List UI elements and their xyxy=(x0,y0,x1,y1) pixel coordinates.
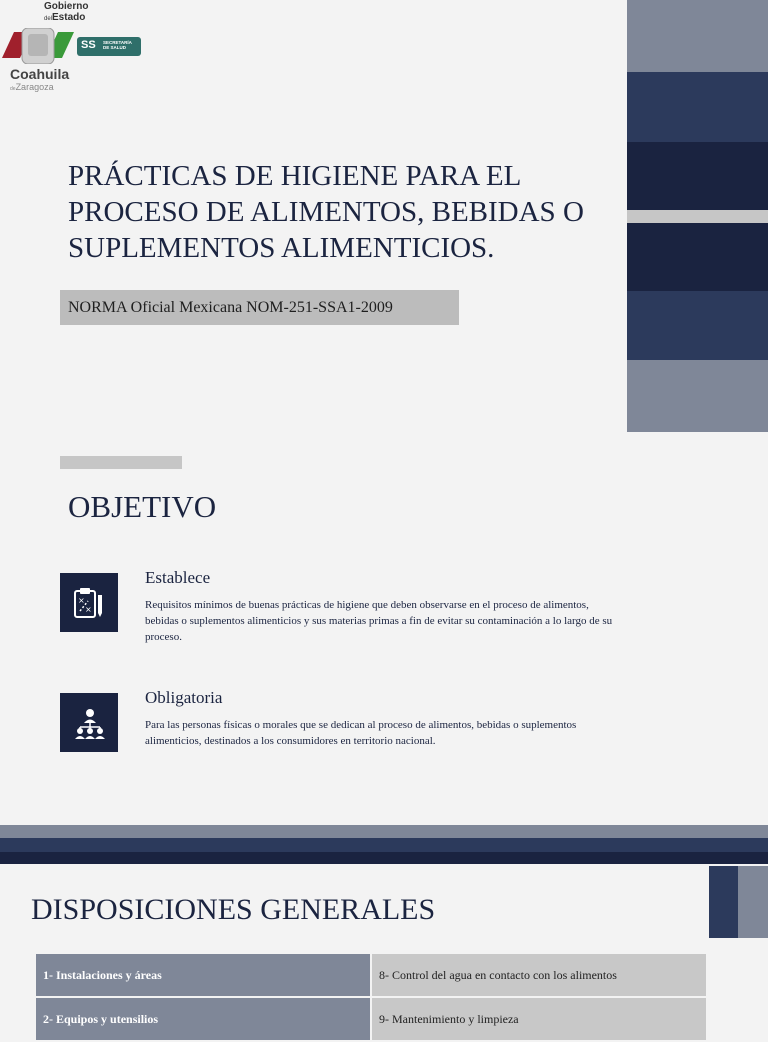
disposiciones-table xyxy=(36,954,707,1042)
table-cell: 8- Control del agua en contacto con los alimentos xyxy=(372,954,706,996)
table-row xyxy=(36,954,707,996)
decor-stripe xyxy=(627,0,768,72)
svg-text:×: × xyxy=(78,596,85,605)
table-cell: 2- Equipos y utensilios xyxy=(36,998,370,1040)
coahuila-text: Coahuila xyxy=(10,66,70,82)
decor-stripe xyxy=(627,72,768,142)
decor-square xyxy=(738,866,768,938)
ss-badge: SS SECRETARÍA DE SALUD xyxy=(77,37,141,56)
decor-stripe xyxy=(627,360,768,432)
establece-title: Establece xyxy=(145,568,211,587)
gobierno-text: Gobierno delEstado xyxy=(44,1,89,23)
section-accent-bar xyxy=(60,456,182,469)
svg-text:×: × xyxy=(85,605,92,614)
establece-text: Requisitos mínimos de buenas prácticas de higiene que deben observarse en el proceso de alimentos, bebidas o suplementos alimenticios y sus materias primas a fin de evitar su contaminación a lo largo de su proceso. xyxy=(145,599,613,643)
divider-bar xyxy=(0,825,768,838)
people-hierarchy-icon xyxy=(60,693,118,752)
page-title: PRÁCTICAS DE HIGIENE PARA EL PROCESO DE ALIMENTOS, BEBIDAS O SUPLEMENTOS ALIMENTICIOS. xyxy=(68,160,584,264)
zaragoza-text: deZaragoza xyxy=(10,82,54,92)
decor-stripe xyxy=(627,223,768,291)
decor-stripe xyxy=(627,142,768,210)
table-cell: 9- Mantenimiento y limpieza xyxy=(372,998,706,1040)
obligatoria-text: Para las personas físicas o morales que se dedican al proceso de alimentos, bebidas o suplementos alimenticios, destinados a los consumidores en territorio nacional. xyxy=(145,719,577,747)
obligatoria-title: Obligatoria xyxy=(145,688,223,707)
divider-bar xyxy=(0,838,768,852)
objetivo-heading: OBJETIVO xyxy=(68,489,217,524)
norma-banner xyxy=(60,290,459,325)
disposiciones-heading: DISPOSICIONES GENERALES xyxy=(31,893,436,926)
coahuila-logo xyxy=(0,0,150,96)
table-cell: 1- Instalaciones y áreas xyxy=(36,954,370,996)
decor-stripe xyxy=(627,291,768,360)
coat-of-arms-icon xyxy=(2,28,76,64)
table-row xyxy=(36,998,707,1040)
divider-bar xyxy=(0,852,768,864)
clipboard-strategy-icon xyxy=(60,573,118,632)
norma-text: NORMA Oficial Mexicana NOM-251-SSA1-2009 xyxy=(68,299,393,316)
decor-square xyxy=(709,866,738,938)
decor-stripe xyxy=(627,210,768,223)
